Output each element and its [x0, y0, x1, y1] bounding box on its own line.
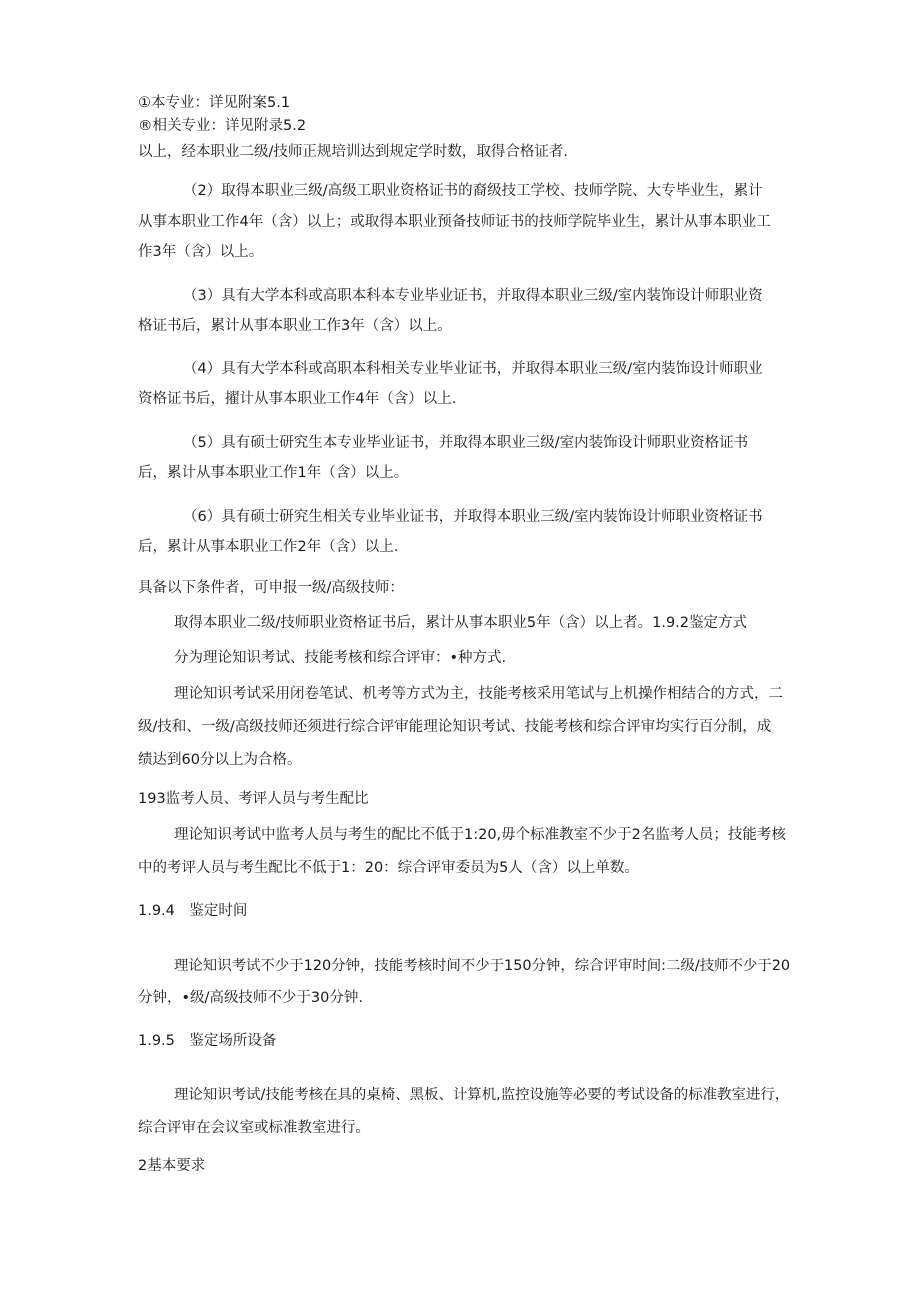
text-line-15: 具备以下条件者，可申报一级/高级技师：: [138, 580, 404, 596]
text-line-3: 以上，经本职业二级/技师正规培训达到规定学时数，取得合格证者.: [138, 144, 568, 160]
text-line-22: 理论知识考试中监考人员与考生的配比不低于1:20,毋个标准教室不少于2名监考人员；技能考核: [174, 827, 786, 843]
text-line-2: ®相关专业：详见附录5.2: [138, 118, 307, 134]
text-line-4: （2）取得本职业三级/高级工职业资格证书的裔级技工学校、技师学院、大专毕业生，累计: [183, 183, 763, 199]
text-line-25: 理论知识考试不少于120分钟，技能考核时间不少于150分钟，综合评审时间:二级/技师不少于20: [174, 958, 791, 974]
text-line-5: 从事本职业工作4年（含）以上；或取得本职业预备技师证书的技师学院毕业生，累计从事本职业工: [138, 214, 771, 230]
text-line-21: 193监考人员、考评人员与考生配比: [138, 791, 369, 807]
text-line-7: （3）具有大学本科或高职本科本专业毕业证书，并取得本职业三级/室内装饰设计师职业资: [183, 288, 763, 304]
text-line-29: 综合评审在会议室或标准教室进行。: [138, 1120, 370, 1136]
text-line-28: 理论知识考试/技能考核在具的桌椅、黑板、计算机,监控设施等必要的考试设备的标准教室进行，: [174, 1087, 790, 1103]
text-line-9: （4）具有大学本科或高职本科相关专业毕业证书，并取得本职业三级/室内装饰设计师职业: [183, 361, 763, 377]
text-line-30: 2基本要求: [138, 1158, 206, 1174]
text-line-1: ①本专业：详见附案5.1: [138, 95, 291, 111]
text-line-20: 绩达到60分以上为合格。: [138, 752, 302, 768]
text-line-19: 级/技和、一级/高级技师还须进行综合评审能理论知识考试、技能考核和综合评审均实行百分制，成: [138, 719, 772, 735]
text-line-27: 1.9.5 鉴定场所设备: [138, 1033, 277, 1049]
text-line-10: 资格证书后，擢计从事本职业工作4年（含）以上.: [138, 391, 457, 407]
text-line-13: （6）具有硕士研究生相关专业毕业证书，并取得本职业三级/室内装饰设计师职业资格证书: [183, 509, 763, 525]
text-line-23: 中的考评人员与考生配比不低于1：20：综合评审委员为5人（含）以上单数。: [138, 860, 639, 876]
text-line-16: 取得本职业二级/技师职业资格证书后，累计从事本职业5年（含）以上者。1.9.2鉴定方式: [174, 615, 748, 631]
text-line-8: 格证书后，累计从事本职业工作3年（含）以上。: [138, 318, 452, 334]
text-line-12: 后，累计从事本职业工作1年（含）以上。: [138, 465, 409, 481]
text-line-26: 分钟，•级/高级技师不少于30分钟.: [138, 990, 363, 1006]
text-line-24: 1.9.4 鉴定时间: [138, 903, 248, 919]
text-line-18: 理论知识考试采用闭卷笔试、机考等方式为主，技能考核采用笔试与上机操作相结合的方式，二: [174, 686, 783, 702]
text-line-11: （5）具有硕士研究生本专业毕业证书，并取得本职业三级/室内装饰设计师职业资格证书: [183, 435, 749, 451]
text-line-6: 作3年（含）以上。: [138, 244, 264, 260]
text-line-17: 分为理论知识考试、技能考核和综合评审：•种方式.: [174, 650, 507, 666]
text-line-14: 后，累计从事本职业工作2年（含）以上.: [138, 539, 399, 555]
